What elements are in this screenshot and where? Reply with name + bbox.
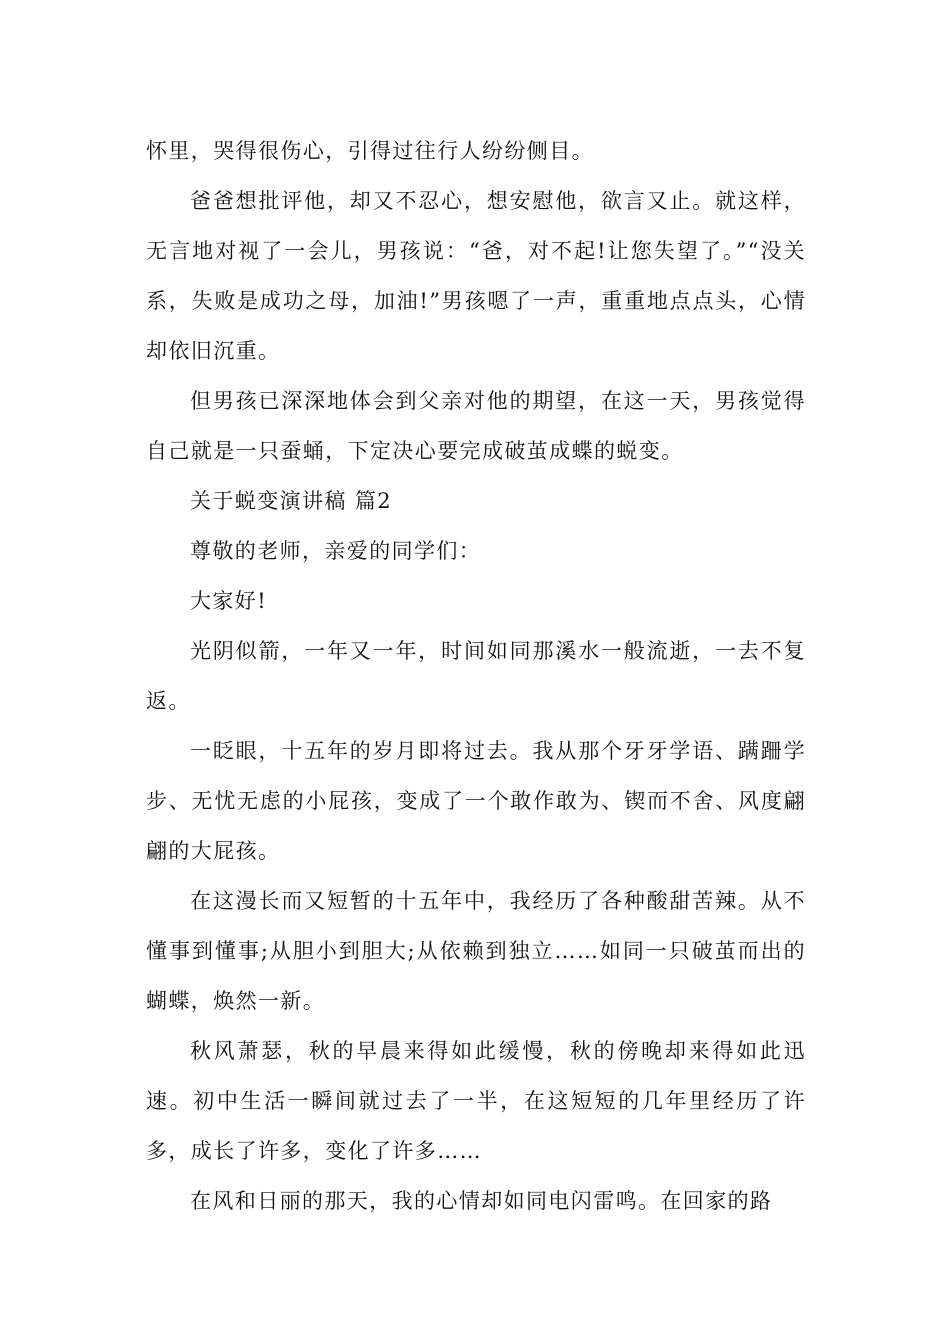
section-heading: 关于蜕变演讲稿 篇2: [190, 489, 393, 513]
paragraph-11: 在风和日丽的那天，我的心情却如同电闪雷鸣。在回家的路: [190, 1189, 773, 1213]
paragraph-2: 爸爸想批评他，却又不忍心，想安慰他，欲言又止。就这样，无言地对视了一会儿，男孩说：“爸，对不起!让您失望了。”“没关系，失败是成功之母，加油!”男孩嗯了一声，重重地点点头，心情却依旧沉重。: [146, 189, 806, 363]
paragraph-1: 怀里，哭得很伤心，引得过往行人纷纷侧目。: [146, 139, 594, 163]
paragraph-8: 一眨眼，十五年的岁月即将过去。我从那个牙牙学语、蹒跚学步、无忧无虑的小屁孩，变成了一个敢作敢为、锲而不舍、风度翩翩的大屁孩。: [146, 739, 806, 863]
document-body: [146, 126, 806, 1226]
paragraph-9: 在这漫长而又短暂的十五年中，我经历了各种酸甜苦辣。从不懂事到懂事;从胆小到胆大;从依赖到独立……如同一只破茧而出的蝴蝶，焕然一新。: [146, 889, 806, 1013]
paragraph-7: 光阴似箭，一年又一年，时间如同那溪水一般流逝，一去不复返。: [146, 639, 806, 713]
paragraph-3: 但男孩已深深地体会到父亲对他的期望，在这一天，男孩觉得自己就是一只蚕蛹，下定决心要完成破茧成蝶的蜕变。: [146, 389, 806, 463]
salutation: 尊敬的老师，亲爱的同学们：: [190, 539, 482, 563]
paragraph-10: 秋风萧瑟，秋的早晨来得如此缓慢，秋的傍晚却来得如此迅速。初中生活一瞬间就过去了一半，在这短短的几年里经历了许多，成长了许多，变化了许多……: [146, 1039, 806, 1163]
greeting: 大家好!: [190, 589, 268, 613]
